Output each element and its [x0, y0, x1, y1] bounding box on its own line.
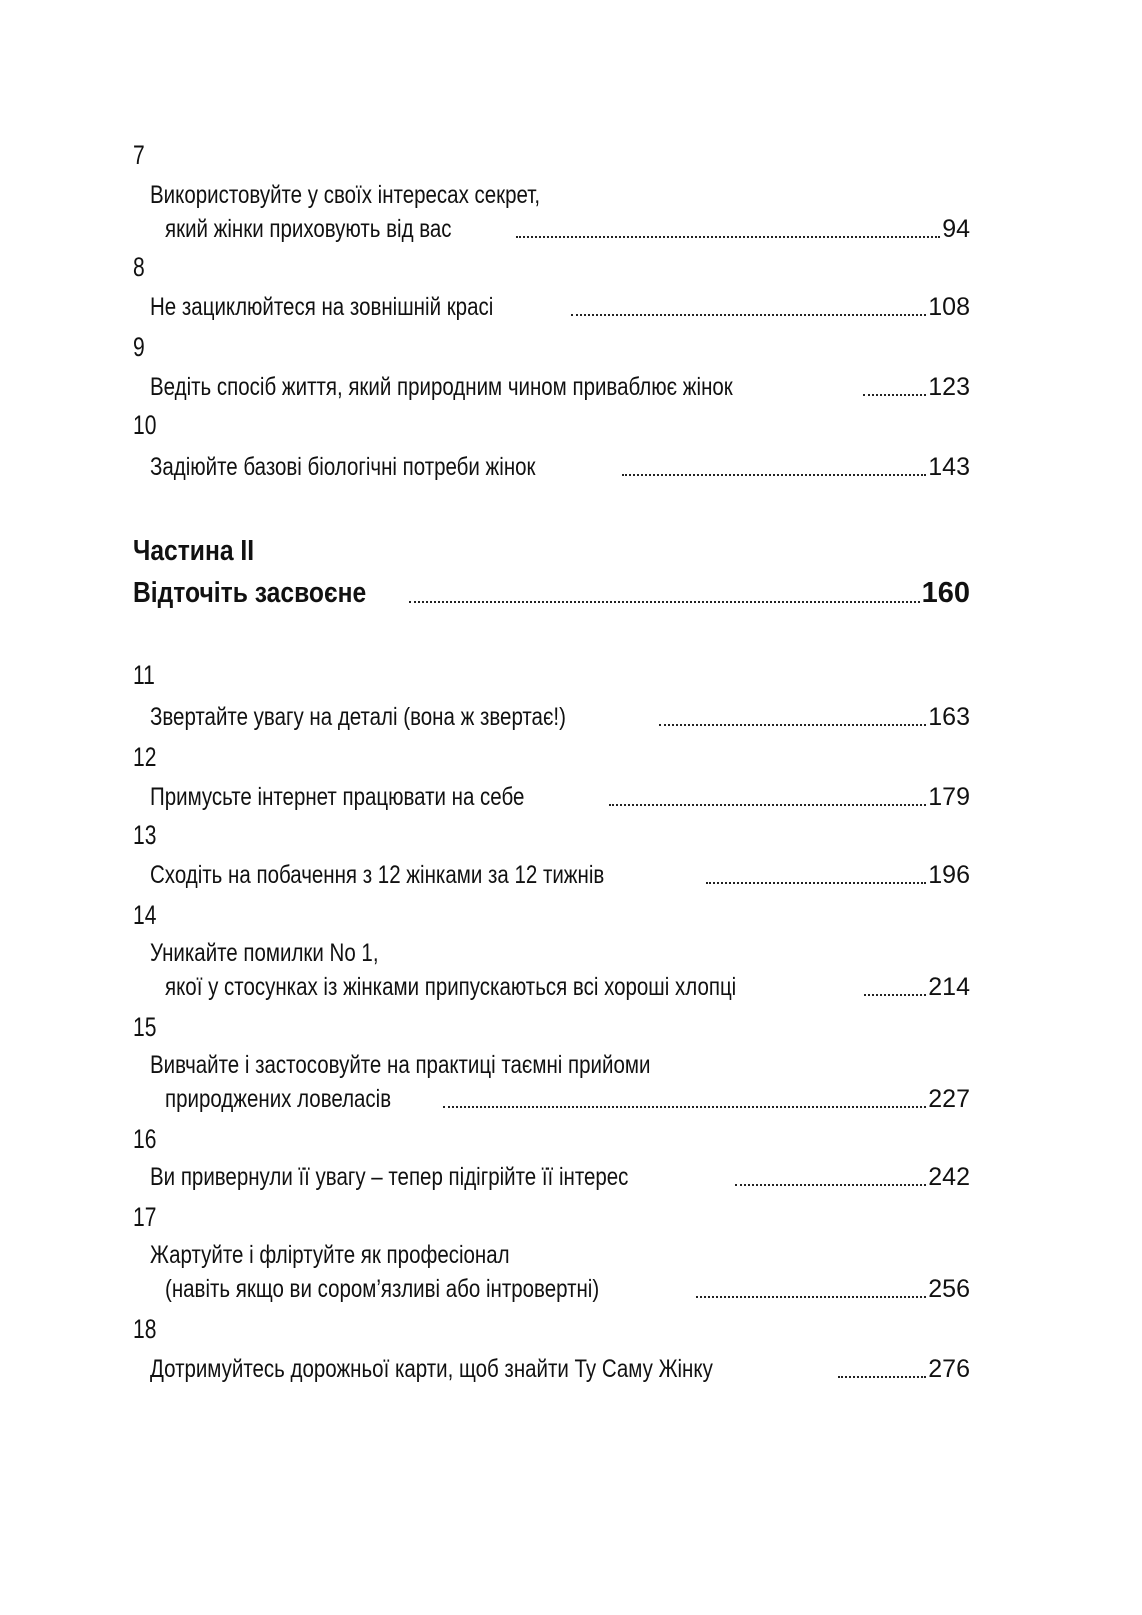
dot-leader	[863, 394, 927, 396]
chapter-title: Примусьте інтернет працювати на себе	[150, 783, 525, 811]
dot-leader	[696, 1296, 926, 1298]
page-number: 163	[928, 703, 970, 731]
dot-leader	[609, 804, 927, 806]
dot-leader	[735, 1184, 926, 1186]
page-number: 196	[928, 861, 970, 889]
chapter-number: 9	[133, 332, 145, 362]
toc-entry[interactable]	[150, 290, 970, 322]
chapter-title: Звертайте увагу на деталі (вона ж звертає!)	[150, 703, 566, 731]
chapter-title-cont: (навіть якщо ви сором’язливі або інтровертні)	[165, 1275, 600, 1303]
dot-leader	[443, 1106, 927, 1108]
toc-entry[interactable]	[150, 1160, 970, 1192]
chapter-number: 14	[133, 900, 157, 930]
toc-entry-line	[150, 936, 970, 968]
toc-entry[interactable]	[150, 700, 970, 732]
page-number: 227	[928, 1085, 970, 1113]
toc-entry[interactable]	[165, 970, 970, 1002]
chapter-number: 8	[133, 252, 145, 282]
part-label	[133, 534, 275, 568]
toc-entry[interactable]	[150, 370, 970, 402]
chapter-title: Вивчайте і застосовуйте на практиці таємні прийоми	[150, 1051, 651, 1079]
chapter-title: Уникайте помилки No 1,	[150, 939, 379, 967]
dot-leader	[622, 474, 926, 476]
toc-entry[interactable]	[165, 1272, 970, 1304]
chapter-number: 10	[133, 410, 157, 440]
toc-entry[interactable]	[150, 450, 970, 482]
page-number: 123	[928, 373, 970, 401]
toc-entry[interactable]	[150, 780, 970, 812]
chapter-title: Сходіть на побачення з 12 жінками за 12 тижнів	[150, 861, 605, 889]
dot-leader	[838, 1376, 926, 1378]
chapter-title: Використовуйте у своїх інтересах секрет,	[150, 181, 541, 209]
chapter-title-cont: природжених ловеласів	[165, 1085, 392, 1113]
page-number: 179	[928, 783, 970, 811]
chapter-title: Не зациклюйтеся на зовнішній красі	[150, 293, 494, 321]
chapter-number: 11	[133, 660, 155, 690]
page-number: 94	[942, 215, 970, 243]
chapter-title: Ведіть спосіб життя, який природним чином приваблює жінок	[150, 373, 733, 401]
page-number: 108	[928, 293, 970, 321]
chapter-number: 7	[133, 140, 145, 170]
page-number: 160	[921, 577, 970, 609]
part-label-text: Частина II	[133, 535, 255, 567]
toc-entry[interactable]	[150, 1352, 970, 1384]
chapter-number: 15	[133, 1012, 157, 1042]
chapter-title-cont: який жінки приховують від вас	[165, 215, 452, 243]
chapter-title-cont: якої у стосунках із жінками припускаються всі хороші хлопці	[165, 973, 737, 1001]
dot-leader	[659, 724, 926, 726]
dot-leader	[706, 882, 926, 884]
chapter-title: Дотримуйтесь дорожньої карти, щоб знайти Ту Саму Жінку	[150, 1355, 713, 1383]
toc-entry-line	[150, 1238, 970, 1270]
chapter-title: Жартуйте і фліртуйте як професіонал	[150, 1241, 510, 1269]
dot-leader	[864, 994, 927, 996]
part-title-entry[interactable]	[133, 576, 970, 610]
dot-leader	[571, 314, 927, 316]
page-number: 242	[928, 1163, 970, 1191]
chapter-number: 17	[133, 1202, 157, 1232]
toc-entry-line	[150, 178, 970, 210]
page-number: 214	[928, 973, 970, 1001]
toc-entry-line	[150, 1048, 970, 1080]
chapter-number: 12	[133, 742, 157, 772]
page-number: 256	[928, 1275, 970, 1303]
page-number: 276	[928, 1355, 970, 1383]
chapter-number: 13	[133, 820, 157, 850]
part-title: Відточіть засвоєне	[133, 577, 367, 609]
toc-entry[interactable]	[165, 212, 970, 244]
dot-leader	[516, 236, 940, 238]
chapter-number: 16	[133, 1124, 157, 1154]
dot-leader	[409, 601, 919, 603]
chapter-number: 18	[133, 1314, 157, 1344]
chapter-title: Задіюйте базові біологічні потреби жінок	[150, 453, 536, 481]
toc-entry[interactable]	[165, 1082, 970, 1114]
chapter-title: Ви привернули її увагу – тепер підігрійте її інтерес	[150, 1163, 629, 1191]
page-number: 143	[928, 453, 970, 481]
toc-entry[interactable]	[150, 858, 970, 890]
